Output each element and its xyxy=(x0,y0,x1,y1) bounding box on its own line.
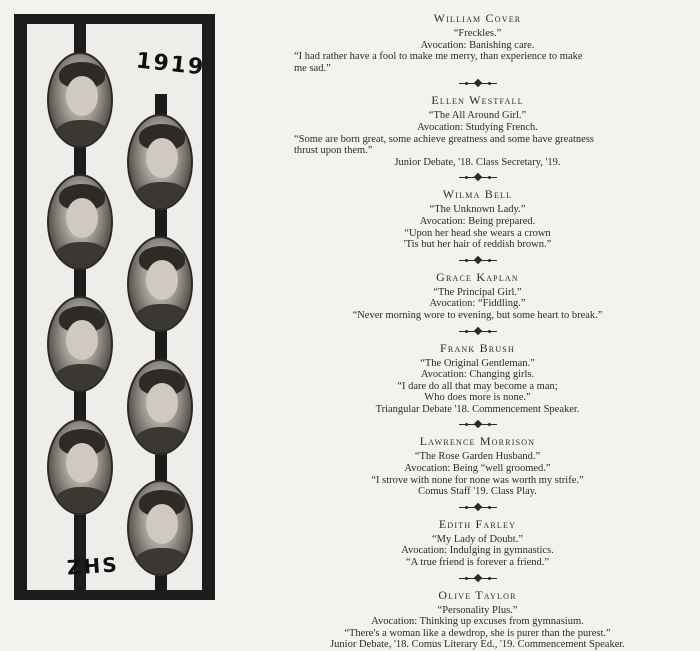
entry-line: “My Lady of Doubt.” xyxy=(432,533,523,545)
entry-line: Avocation: Being prepared. xyxy=(419,215,536,227)
entry-line: Comus Staff '19. Class Play. xyxy=(418,486,537,498)
senior-entry xyxy=(280,342,675,416)
quote-line: “Some are born great, some achieve greatness and some have greatness xyxy=(294,133,595,145)
portrait-photo xyxy=(127,114,193,210)
entry-line: “Personality Plus.” xyxy=(437,604,518,616)
portrait-panel-inner xyxy=(27,24,207,590)
entry-line: 'Tis but her hair of reddish brown.” xyxy=(403,239,552,251)
entry-line: Avocation: Being “well groomed.” xyxy=(404,463,551,475)
entry-line: Avocation: Studying French. xyxy=(417,121,538,133)
ornament-divider xyxy=(459,80,497,87)
ornament-divider xyxy=(459,174,497,181)
senior-name: Grace Kaplan xyxy=(436,269,519,284)
portrait-photo xyxy=(47,52,113,148)
entry-line: “I dare do all that may become a man; xyxy=(397,380,558,392)
ornament-divider xyxy=(459,421,497,428)
school-initials: ZHS xyxy=(66,552,120,580)
ornament-divider xyxy=(459,328,497,335)
entry-line: “The Unknown Lady.” xyxy=(429,204,526,216)
entry-line: “The Rose Garden Husband.” xyxy=(414,451,541,463)
senior-entry xyxy=(280,188,675,250)
entry-line: Avocation: Indulging in gymnastics. xyxy=(401,545,554,557)
portrait-photo xyxy=(127,236,193,332)
entry-line: “Freckles.” xyxy=(453,28,502,39)
portrait-photo xyxy=(47,296,113,392)
entry-line: “I strove with none for none was worth my strife.” xyxy=(371,474,584,486)
senior-name: Wilma Bell xyxy=(442,187,513,202)
senior-entry xyxy=(280,12,675,74)
entry-line: Junior Debate, '18. Comus Literary Ed., '19. Commencement Speaker. xyxy=(330,639,625,651)
entry-line: Triangular Debate '18. Commencement Speaker. xyxy=(375,403,580,415)
entry-line: “Never morning wore to evening, but some heart to break.” xyxy=(352,309,603,321)
entry-line: Avocation: Thinking up excuses from gymnasium. xyxy=(371,616,584,628)
portrait-photo xyxy=(127,359,193,455)
entry-line: Avocation: Banishing care. xyxy=(420,39,535,51)
ornament-divider xyxy=(459,504,497,511)
honors-line: Junior Debate, '18. Class Secretary, '19. xyxy=(394,156,561,168)
portrait-panel xyxy=(14,14,215,600)
portrait-photo xyxy=(47,419,113,515)
entry-line: Avocation: Changing girls. xyxy=(420,369,535,381)
ornament-divider xyxy=(459,575,497,582)
quote-line: thrust upon them.” xyxy=(294,145,373,157)
portrait-photo xyxy=(127,480,193,576)
quote-line: “I had rather have a fool to make me merry, than experience to make xyxy=(294,51,583,63)
senior-entry xyxy=(280,435,675,497)
senior-entry xyxy=(280,94,675,168)
senior-name: Edith Farley xyxy=(438,516,517,531)
senior-entry xyxy=(280,518,675,569)
entry-line: “The All Around Girl.” xyxy=(428,110,527,122)
class-year: 1919 xyxy=(134,48,207,81)
senior-entry xyxy=(280,271,675,322)
entry-line: “The Principal Girl.” xyxy=(433,286,522,298)
entry-line: Who does more is none.” xyxy=(424,392,531,404)
quote-line: me sad.” xyxy=(294,62,331,74)
senior-entry xyxy=(280,589,675,651)
entry-line: “The Original Gentleman.” xyxy=(420,357,535,369)
senior-name: William Cover xyxy=(433,11,522,25)
ornament-divider xyxy=(459,257,497,264)
senior-name: Frank Brush xyxy=(440,340,515,355)
portrait-photo xyxy=(47,174,113,270)
entry-line: “Upon her head she wears a crown xyxy=(404,227,551,239)
entry-line: Avocation: “Fiddling.” xyxy=(429,298,526,310)
entry-line: “There's a woman like a dewdrop, she is purer than the purest.” xyxy=(344,627,611,639)
senior-name: Lawrence Morrison xyxy=(419,434,536,449)
senior-name: Ellen Westfall xyxy=(431,93,524,108)
senior-name: Olive Taylor xyxy=(438,587,517,602)
senior-entries xyxy=(280,12,675,651)
entry-line: “A true friend is forever a friend.” xyxy=(405,557,550,569)
